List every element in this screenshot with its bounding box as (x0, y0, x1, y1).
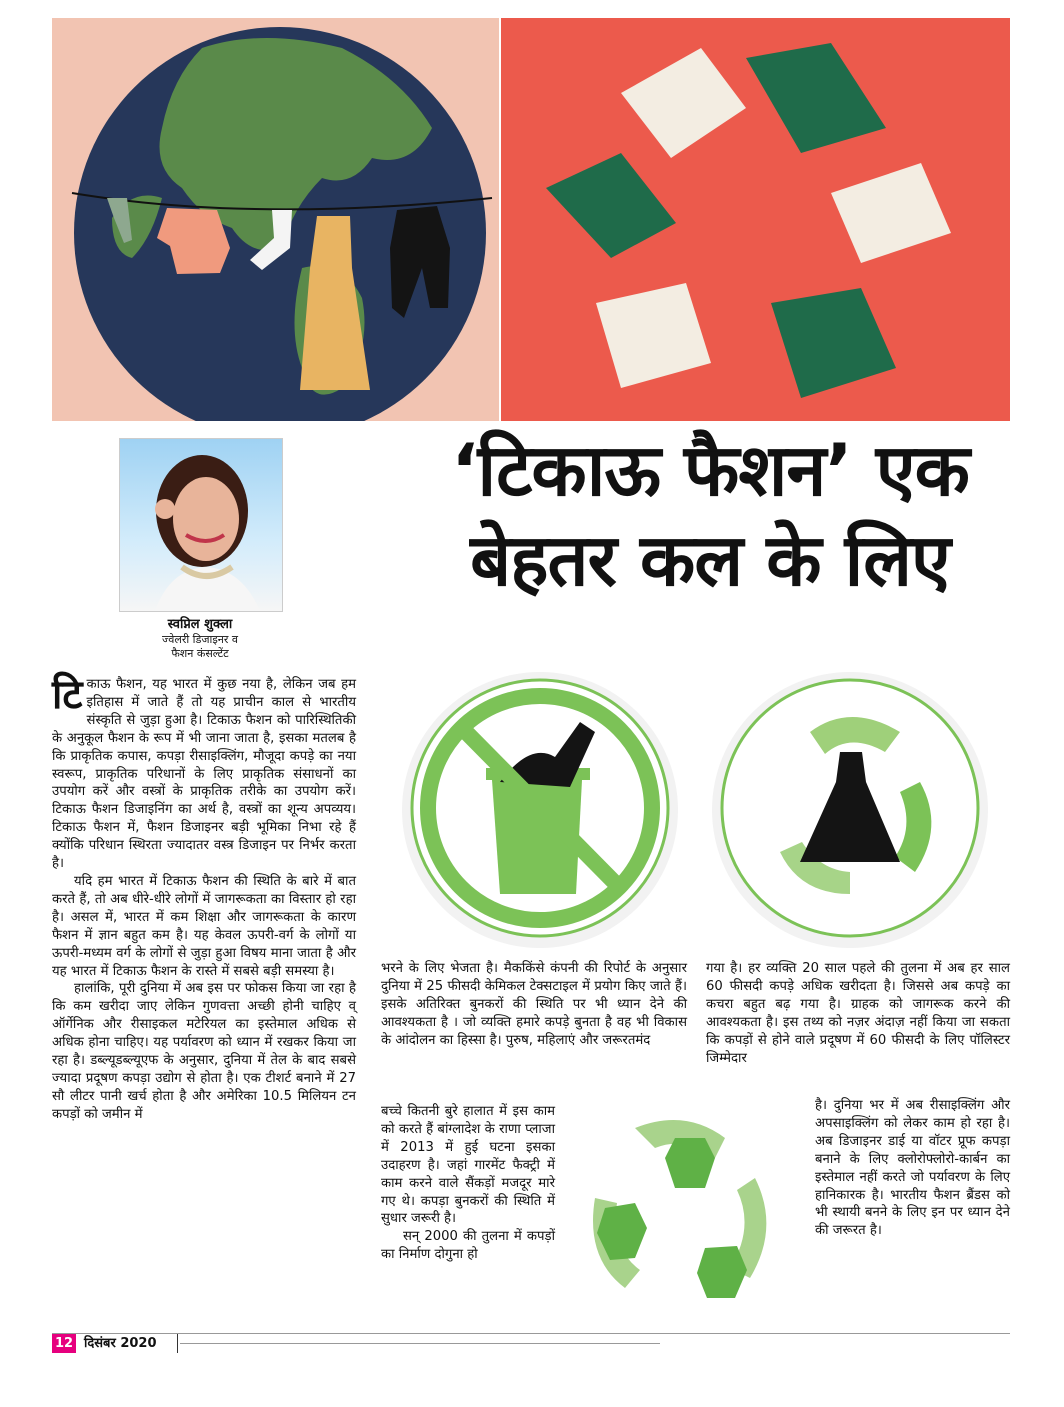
no-trash-clothes-icon (402, 672, 678, 948)
author-photo (119, 438, 283, 612)
article-column-3-bottom (815, 1097, 1010, 1240)
column-2-bottom-p2: सन् 2000 की तुलना में कपड़ों का निर्माण दोगुना हो (381, 1229, 555, 1263)
paragraph-3: हालांकि, पूरी दुनिया में अब इस पर फोकस किया जा रहा है कि कम खरीदा जाए लेकिन गुणवत्ता अच्छी होनी चाहिए व् ऑर्गेनिक और रीसाइकल मटेरियल का इस्तेमाल अधिक से अधिक होना चाहिए। यह पर्यावरण को ध्यान में रखकर किया जा रहा है। डब्ल्यूडब्ल्यूएफ के अनुसार, दुनिया में तेल के बाद सबसे ज्यादा प्रदूषण कपड़ा उद्योग से होता है। एक टीशर्ट बनाने में 27 सौ लीटर पानी खर्च होता है और अमेरिका 10.5 मिलियन टन कपड़ों को जमीन में (52, 981, 356, 1122)
article-column-2-top (381, 960, 687, 1050)
article-column-3-top (706, 960, 1010, 1067)
recycle-dress-icon (712, 672, 988, 948)
issue-date: दिसंबर 2020 (84, 1336, 157, 1351)
footer-rule (180, 1343, 660, 1344)
article-column-1 (52, 672, 356, 1124)
paragraph-1-text: काऊ फैशन, यह भारत में कुछ नया है, लेकिन जब हम इतिहास में जाते हैं तो यह प्राचीन काल से भारतीय संस्कृति से जुड़ा हुआ है। टिकाऊ फैशन को पारिस्थितिकी के अनुकूल फैशन के रूप में भी जाना जाता है, इसका मतलब है कि प्राकृतिक कपास, कपड़ा रीसाइक्लिंग, मौजूदा कपड़े का नया स्वरूप, प्राकृतिक परिधानों के लिए प्राकृतिक संसाधनों का उपयोग करें और वस्त्रों के प्राकृतिक तरीके का उपयोग करें। टिकाऊ फैशन डिजाइनिंग का अर्थ है, वस्त्रों का शून्य अपव्यय। टिकाऊ फैशन में, फैशन डिजाइनर बड़ी भूमिका निभा रहे हैं क्योंकि परिधान स्थिरता ज्यादातर वस्त्र डिजाइन पर निर्भर करता है। (52, 677, 356, 872)
footer-divider (177, 1334, 178, 1353)
page-number: 12 (52, 1334, 76, 1353)
article-column-2-bottom (381, 1103, 555, 1264)
author-role-line1: ज्वेलरी डिजाइनर व (161, 633, 239, 646)
paragraph-1 (52, 672, 356, 873)
column-2-top-text: भरने के लिए भेजता है। मैककिंसे कंपनी की रिपोर्ट के अनुसार दुनिया में 25 फीसदी केमिकल टेक्सटाइल में प्रयोग किए जाते हैं। इसके अतिरिक्त बुनकरों की स्थिति पर भी ध्यान देने की आवश्यकता है । जो व्यक्ति हमारे कपड़े बुनता है वह भी विकास के आंदोलन का हिस्सा है। पुरुष, महिलाएं और जरूरतमंद (381, 961, 687, 1048)
article-headline (370, 425, 1050, 605)
column-3-top-text: गया है। हर व्यक्ति 20 साल पहले की तुलना में अब हर साल 60 फीसदी कपड़े अधिक खरीदता है। जिससे अब कपड़े का कचरा बहुत बढ़ गया है। ग्राहक को जागरूक करने की आवश्यकता है। इस तथ्य को नज़र अंदाज़ नहीं किया जा सकता कि कपड़ों से होने वाले प्रदूषण में 60 फीसदी के लिए पॉलिस्टर जिम्मेदार (706, 961, 1010, 1066)
author-name: स्वप्निल शुक्ला (167, 617, 233, 632)
sustainable-icons (380, 662, 1012, 954)
column-3-bottom-text: है। दुनिया भर में अब रीसाइक्लिंग और अपसाइक्लिंग को लेकर काम हो रहा है। अब डिजाइनर डाई या वॉटर प्रूफ कपड़ा बनाने के लिए क्लोरोफ्लोरो-कार्बन का इस्तेमाल नहीं करते जो पर्यावरण के लिए हानिकारक है। भारतीय फैशन ब्रैंडस को भी स्थायी बनने के लिए इन पर ध्यान देने की जरूरत है। (815, 1098, 1010, 1239)
author-role-line2: फैशन कंसल्टेंट (171, 647, 229, 660)
recycle-shirts-illustration (501, 18, 1010, 421)
headline-line2: बेहतर कल के लिए (470, 518, 950, 602)
green-recycle-clothes-illustration (565, 1098, 805, 1318)
headline-line1: ‘टिकाऊ फैशन’ एक (451, 428, 969, 512)
paragraph-2: यदि हम भारत में टिकाऊ फैशन की स्थिति के बारे में बात करते हैं, तो अब धीरे-धीरे लोगों में जागरूकता का विस्तार हो रहा है। असल में, भारत में कम शिक्षा और जागरूकता के कारण फैशन में ज्ञान बहुत कम है। यह केवल ऊपरी-वर्ग के लोगों या ऊपरी-मध्यम वर्ग के लोगों से जुड़ा हुआ विषय माना जाता है और यह भारत में टिकाऊ फैशन के रास्ते में सबसे बड़ी समस्या है। (52, 873, 356, 979)
column-2-bottom-p1: बच्चे कितनी बुरे हालात में इस काम को करते हैं बांग्लादेश के राणा प्लाजा में 2013 में हुई घटना इसका उदाहरण है। जहां गारमेंट फैक्ट्री में काम करने वाले सैंकड़ों मजदूर मारे गए थे। कपड़ा बुनकरों की स्थिति में सुधार जरूरी है। (381, 1104, 555, 1227)
globe-clothesline-illustration (52, 18, 499, 421)
dropcap: टि (52, 672, 83, 718)
author-role (100, 633, 300, 661)
